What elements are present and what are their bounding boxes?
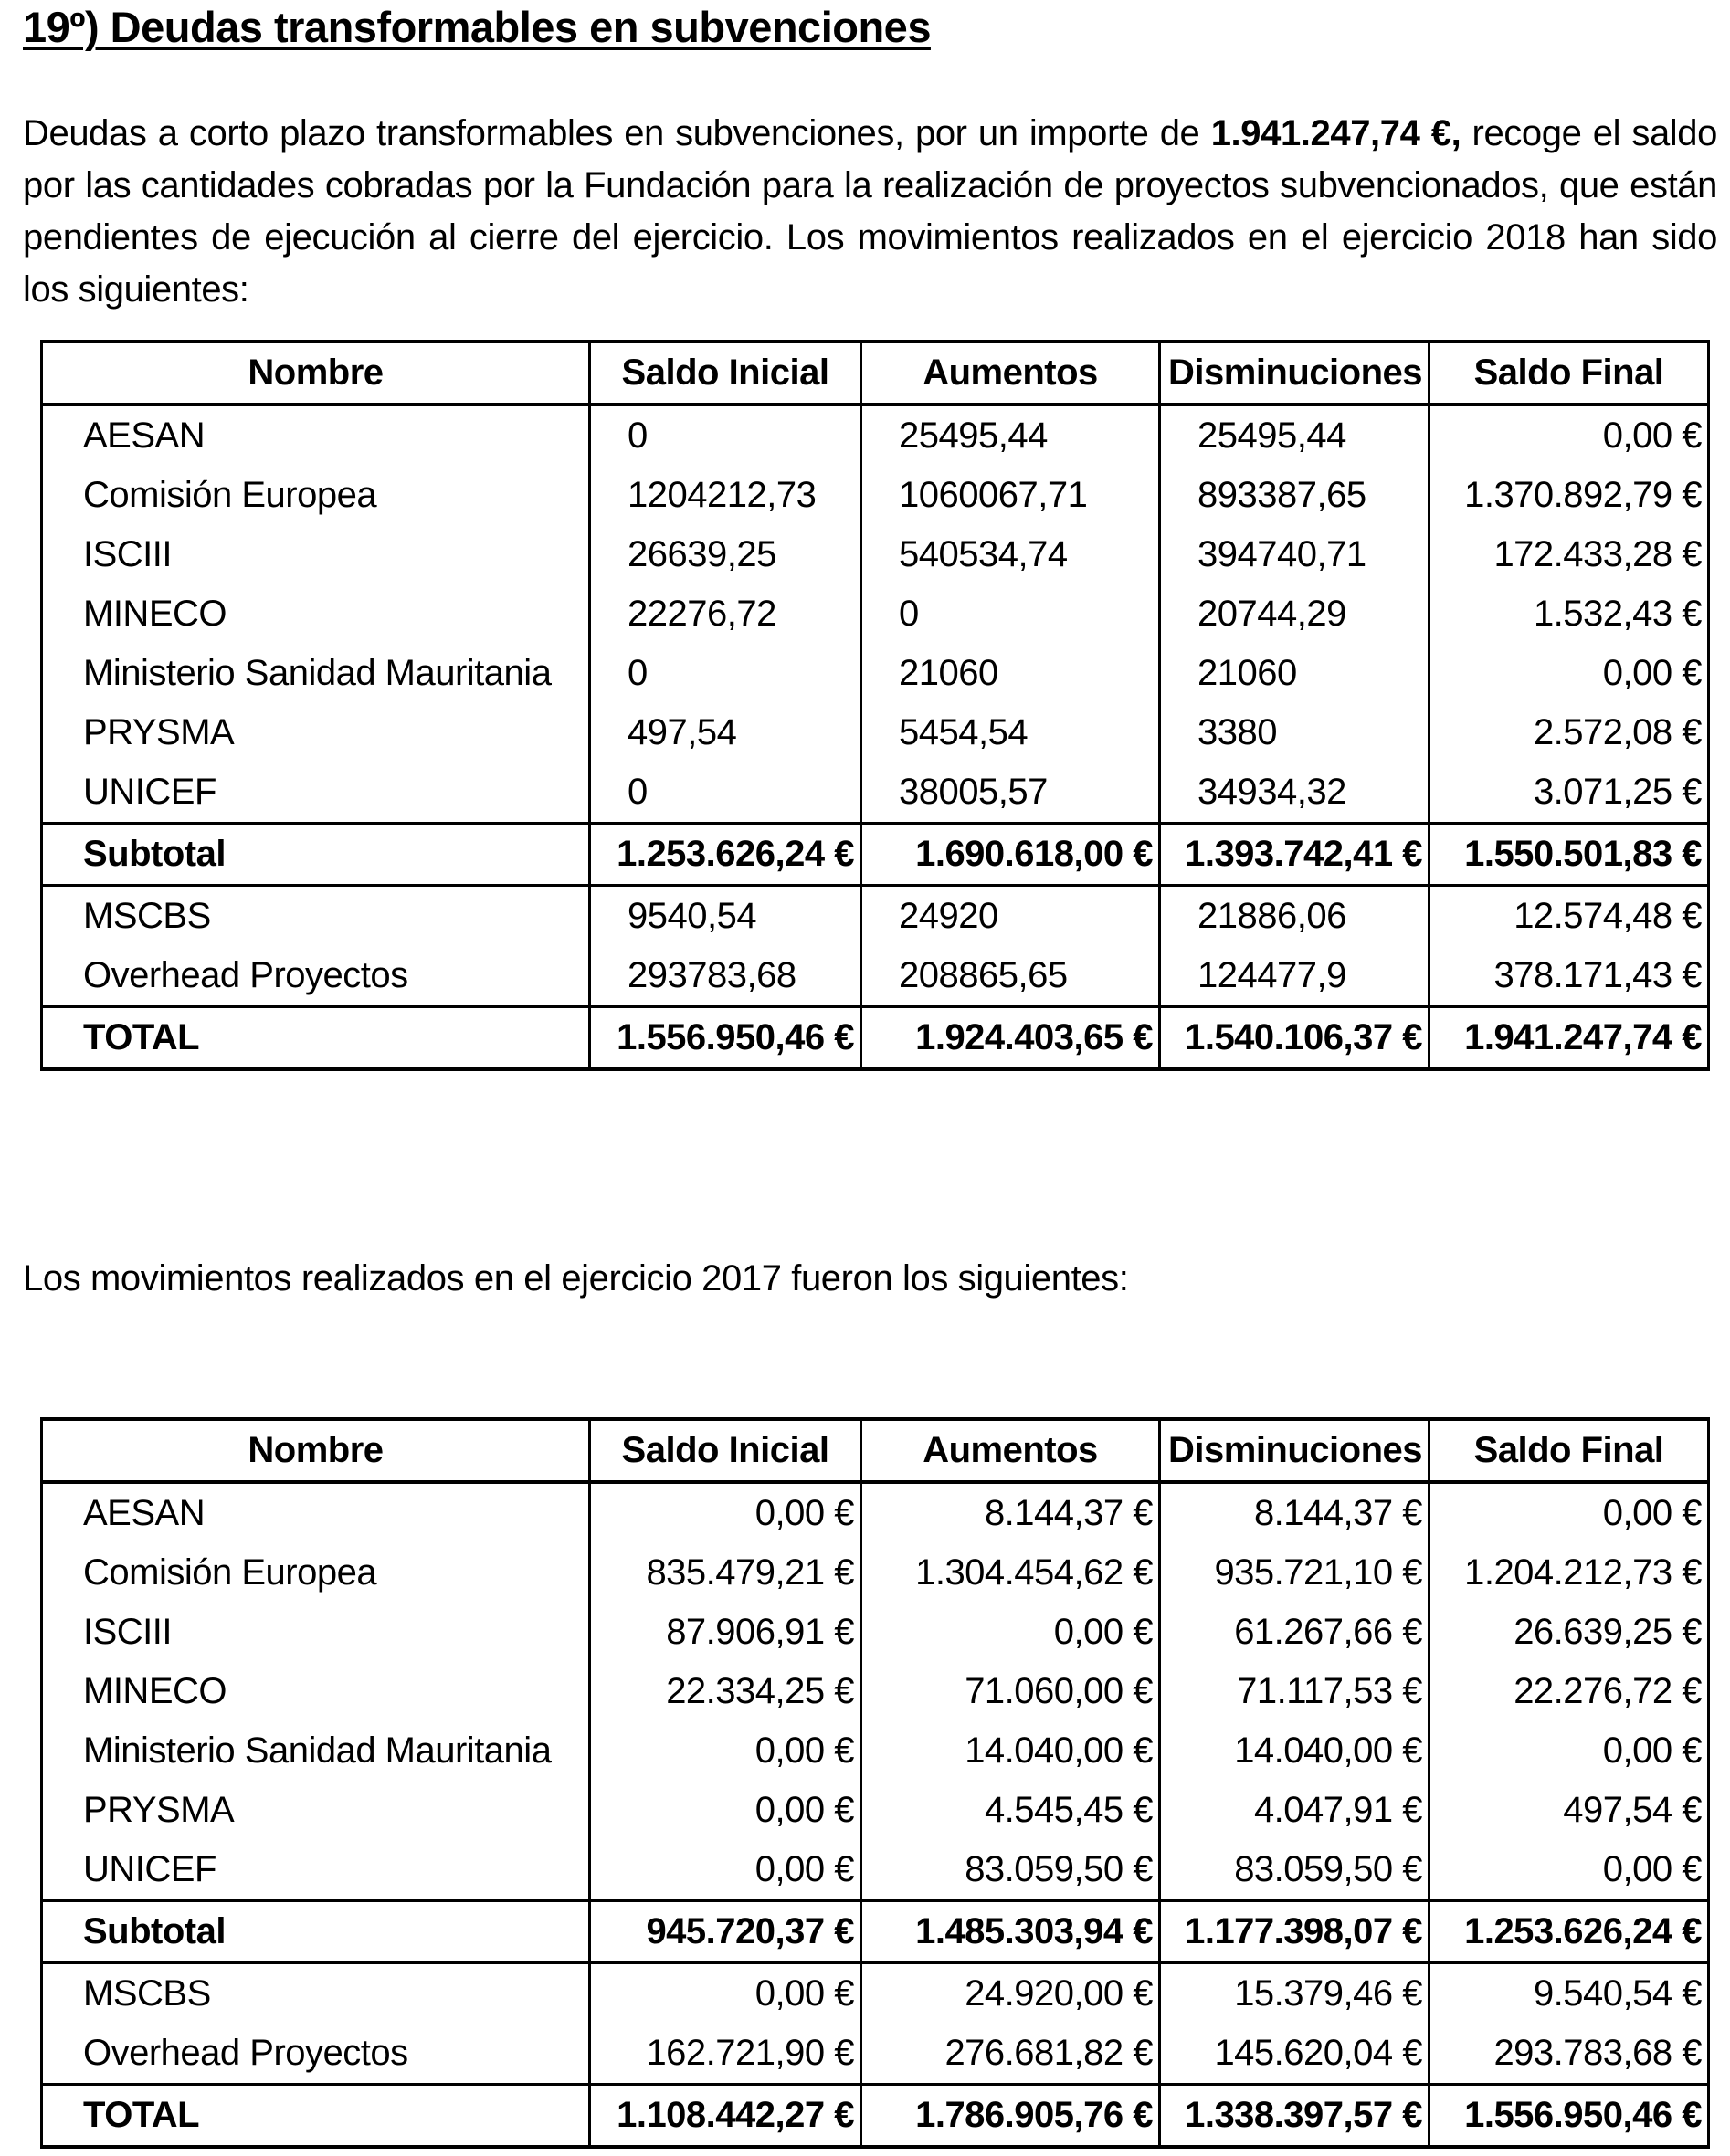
cell-disminuciones: 20744,29 <box>1160 584 1429 644</box>
cell-nombre: ISCIII <box>42 1603 590 1662</box>
cell-saldo-final: 26.639,25 € <box>1429 1603 1709 1662</box>
cell-saldo-final: 1.556.950,46 € <box>1429 2085 1709 2148</box>
cell-aumentos: 208865,65 <box>861 946 1160 1007</box>
intro-amount: 1.941.247,74 €, <box>1210 113 1461 153</box>
cell-saldo-final: 1.370.892,79 € <box>1429 466 1709 525</box>
table-2017 <box>40 1417 1710 2149</box>
cell-nombre: MSCBS <box>42 1963 590 2025</box>
cell-disminuciones: 394740,71 <box>1160 525 1429 584</box>
cell-disminuciones: 21886,06 <box>1160 886 1429 947</box>
cell-saldo-inicial: 945.720,37 € <box>590 1901 861 1963</box>
cell-disminuciones: 1.393.742,41 € <box>1160 824 1429 886</box>
table-row <box>42 1603 1709 1662</box>
cell-aumentos: 8.144,37 € <box>861 1482 1160 1543</box>
cell-disminuciones: 124477,9 <box>1160 946 1429 1007</box>
table-row <box>42 525 1709 584</box>
table-2018 <box>40 340 1710 1071</box>
cell-aumentos: 1060067,71 <box>861 466 1160 525</box>
table-row <box>42 1482 1709 1543</box>
section-title: 19º) Deudas transformables en subvenciones <box>23 3 931 51</box>
intro-paragraph <box>23 108 1717 316</box>
cell-saldo-final: 3.071,25 € <box>1429 762 1709 824</box>
cell-disminuciones: 893387,65 <box>1160 466 1429 525</box>
cell-aumentos: 4.545,45 € <box>861 1781 1160 1840</box>
cell-saldo-final: 293.783,68 € <box>1429 2024 1709 2085</box>
cell-saldo-inicial: 1.253.626,24 € <box>590 824 861 886</box>
cell-saldo-inicial: 293783,68 <box>590 946 861 1007</box>
cell-disminuciones: 935.721,10 € <box>1160 1543 1429 1603</box>
cell-disminuciones: 3380 <box>1160 703 1429 762</box>
cell-disminuciones: 83.059,50 € <box>1160 1840 1429 1901</box>
cell-disminuciones: 1.540.106,37 € <box>1160 1007 1429 1070</box>
cell-aumentos: 0 <box>861 584 1160 644</box>
table-row <box>42 1781 1709 1840</box>
cell-saldo-final: 2.572,08 € <box>1429 703 1709 762</box>
table-row <box>42 644 1709 703</box>
cell-aumentos: 1.304.454,62 € <box>861 1543 1160 1603</box>
cell-aumentos: 24920 <box>861 886 1160 947</box>
cell-saldo-final: 22.276,72 € <box>1429 1662 1709 1721</box>
table-row <box>42 584 1709 644</box>
table-row <box>42 824 1709 886</box>
cell-nombre: Comisión Europea <box>42 466 590 525</box>
table-row <box>42 886 1709 947</box>
cell-aumentos: 1.690.618,00 € <box>861 824 1160 886</box>
cell-saldo-inicial: 0 <box>590 644 861 703</box>
table-row <box>42 762 1709 824</box>
cell-disminuciones: 4.047,91 € <box>1160 1781 1429 1840</box>
cell-nombre: TOTAL <box>42 2085 590 2148</box>
cell-saldo-inicial: 9540,54 <box>590 886 861 947</box>
table-row <box>42 405 1709 466</box>
cell-saldo-final: 0,00 € <box>1429 1721 1709 1781</box>
cell-nombre: Comisión Europea <box>42 1543 590 1603</box>
cell-saldo-final: 0,00 € <box>1429 1840 1709 1901</box>
cell-disminuciones: 15.379,46 € <box>1160 1963 1429 2025</box>
cell-aumentos: 540534,74 <box>861 525 1160 584</box>
cell-saldo-inicial: 497,54 <box>590 703 861 762</box>
col-header-saldo-inicial: Saldo Inicial <box>590 1419 861 1482</box>
cell-disminuciones: 14.040,00 € <box>1160 1721 1429 1781</box>
table-row <box>42 946 1709 1007</box>
cell-saldo-final: 9.540,54 € <box>1429 1963 1709 2025</box>
intro-text-before: Deudas a corto plazo transformables en subvenciones, por un importe de <box>23 113 1211 153</box>
table-row <box>42 2024 1709 2085</box>
cell-saldo-inicial: 0 <box>590 762 861 824</box>
cell-aumentos: 83.059,50 € <box>861 1840 1160 1901</box>
cell-saldo-inicial: 22276,72 <box>590 584 861 644</box>
table-row <box>42 1543 1709 1603</box>
cell-saldo-final: 0,00 € <box>1429 405 1709 466</box>
cell-aumentos: 276.681,82 € <box>861 2024 1160 2085</box>
cell-saldo-final: 1.941.247,74 € <box>1429 1007 1709 1070</box>
cell-saldo-inicial: 1.556.950,46 € <box>590 1007 861 1070</box>
intro-text-after: recoge el saldo por las cantidades cobradas por la Fundación para la realización de proyectos subvencionados, que están pendientes de ejecución al cierre del ejercicio. Los movimientos realizados en el ejercicio 2018 han sido los siguientes: <box>23 113 1717 310</box>
text-2017: Los movimientos realizados en el ejercicio 2017 fueron los siguientes: <box>23 1258 1129 1299</box>
cell-disminuciones: 1.177.398,07 € <box>1160 1901 1429 1963</box>
cell-saldo-final: 497,54 € <box>1429 1781 1709 1840</box>
cell-nombre: Overhead Proyectos <box>42 2024 590 2085</box>
col-header-aumentos: Aumentos <box>861 342 1160 405</box>
cell-saldo-inicial: 0 <box>590 405 861 466</box>
cell-nombre: UNICEF <box>42 1840 590 1901</box>
cell-disminuciones: 34934,32 <box>1160 762 1429 824</box>
cell-aumentos: 1.485.303,94 € <box>861 1901 1160 1963</box>
cell-disminuciones: 21060 <box>1160 644 1429 703</box>
col-header-saldo-inicial: Saldo Inicial <box>590 342 861 405</box>
cell-saldo-final: 172.433,28 € <box>1429 525 1709 584</box>
cell-saldo-inicial: 162.721,90 € <box>590 2024 861 2085</box>
col-header-saldo-final: Saldo Final <box>1429 342 1709 405</box>
cell-saldo-final: 0,00 € <box>1429 1482 1709 1543</box>
cell-disminuciones: 1.338.397,57 € <box>1160 2085 1429 2148</box>
cell-nombre: PRYSMA <box>42 703 590 762</box>
table-header-row <box>42 342 1709 405</box>
table-row <box>42 703 1709 762</box>
table-row <box>42 1662 1709 1721</box>
table-row <box>42 1840 1709 1901</box>
col-header-disminuciones: Disminuciones <box>1160 342 1429 405</box>
cell-aumentos: 24.920,00 € <box>861 1963 1160 2025</box>
cell-aumentos: 5454,54 <box>861 703 1160 762</box>
cell-aumentos: 21060 <box>861 644 1160 703</box>
cell-disminuciones: 25495,44 <box>1160 405 1429 466</box>
cell-nombre: TOTAL <box>42 1007 590 1070</box>
cell-nombre: Subtotal <box>42 1901 590 1963</box>
cell-nombre: ISCIII <box>42 525 590 584</box>
col-header-saldo-final: Saldo Final <box>1429 1419 1709 1482</box>
table-row <box>42 466 1709 525</box>
cell-aumentos: 14.040,00 € <box>861 1721 1160 1781</box>
cell-nombre: UNICEF <box>42 762 590 824</box>
cell-saldo-inicial: 0,00 € <box>590 1840 861 1901</box>
table-row <box>42 1901 1709 1963</box>
cell-saldo-final: 0,00 € <box>1429 644 1709 703</box>
cell-disminuciones: 8.144,37 € <box>1160 1482 1429 1543</box>
cell-aumentos: 1.786.905,76 € <box>861 2085 1160 2148</box>
table-row <box>42 2085 1709 2148</box>
table-2018-body <box>42 405 1709 1069</box>
cell-nombre: AESAN <box>42 405 590 466</box>
cell-saldo-final: 12.574,48 € <box>1429 886 1709 947</box>
cell-saldo-inicial: 0,00 € <box>590 1781 861 1840</box>
col-header-nombre: Nombre <box>42 342 590 405</box>
cell-saldo-final: 1.253.626,24 € <box>1429 1901 1709 1963</box>
cell-disminuciones: 145.620,04 € <box>1160 2024 1429 2085</box>
table-row <box>42 1007 1709 1070</box>
cell-aumentos: 1.924.403,65 € <box>861 1007 1160 1070</box>
cell-nombre: Ministerio Sanidad Mauritania <box>42 644 590 703</box>
cell-nombre: MINECO <box>42 1662 590 1721</box>
cell-saldo-inicial: 0,00 € <box>590 1963 861 2025</box>
table-2017-body <box>42 1482 1709 2147</box>
cell-nombre: Subtotal <box>42 824 590 886</box>
cell-nombre: AESAN <box>42 1482 590 1543</box>
cell-nombre: PRYSMA <box>42 1781 590 1840</box>
cell-nombre: Overhead Proyectos <box>42 946 590 1007</box>
table-row <box>42 1721 1709 1781</box>
cell-saldo-inicial: 26639,25 <box>590 525 861 584</box>
cell-aumentos: 0,00 € <box>861 1603 1160 1662</box>
cell-nombre: MINECO <box>42 584 590 644</box>
cell-disminuciones: 61.267,66 € <box>1160 1603 1429 1662</box>
cell-saldo-final: 378.171,43 € <box>1429 946 1709 1007</box>
cell-disminuciones: 71.117,53 € <box>1160 1662 1429 1721</box>
table-row <box>42 1963 1709 2025</box>
cell-saldo-inicial: 87.906,91 € <box>590 1603 861 1662</box>
cell-saldo-final: 1.550.501,83 € <box>1429 824 1709 886</box>
cell-saldo-final: 1.204.212,73 € <box>1429 1543 1709 1603</box>
col-header-aumentos: Aumentos <box>861 1419 1160 1482</box>
cell-nombre: MSCBS <box>42 886 590 947</box>
cell-saldo-inicial: 0,00 € <box>590 1482 861 1543</box>
cell-nombre: Ministerio Sanidad Mauritania <box>42 1721 590 1781</box>
col-header-nombre: Nombre <box>42 1419 590 1482</box>
cell-aumentos: 25495,44 <box>861 405 1160 466</box>
cell-saldo-inicial: 1204212,73 <box>590 466 861 525</box>
cell-saldo-inicial: 0,00 € <box>590 1721 861 1781</box>
cell-saldo-final: 1.532,43 € <box>1429 584 1709 644</box>
cell-aumentos: 71.060,00 € <box>861 1662 1160 1721</box>
cell-saldo-inicial: 835.479,21 € <box>590 1543 861 1603</box>
table-header-row <box>42 1419 1709 1482</box>
cell-aumentos: 38005,57 <box>861 762 1160 824</box>
cell-saldo-inicial: 22.334,25 € <box>590 1662 861 1721</box>
col-header-disminuciones: Disminuciones <box>1160 1419 1429 1482</box>
cell-saldo-inicial: 1.108.442,27 € <box>590 2085 861 2148</box>
